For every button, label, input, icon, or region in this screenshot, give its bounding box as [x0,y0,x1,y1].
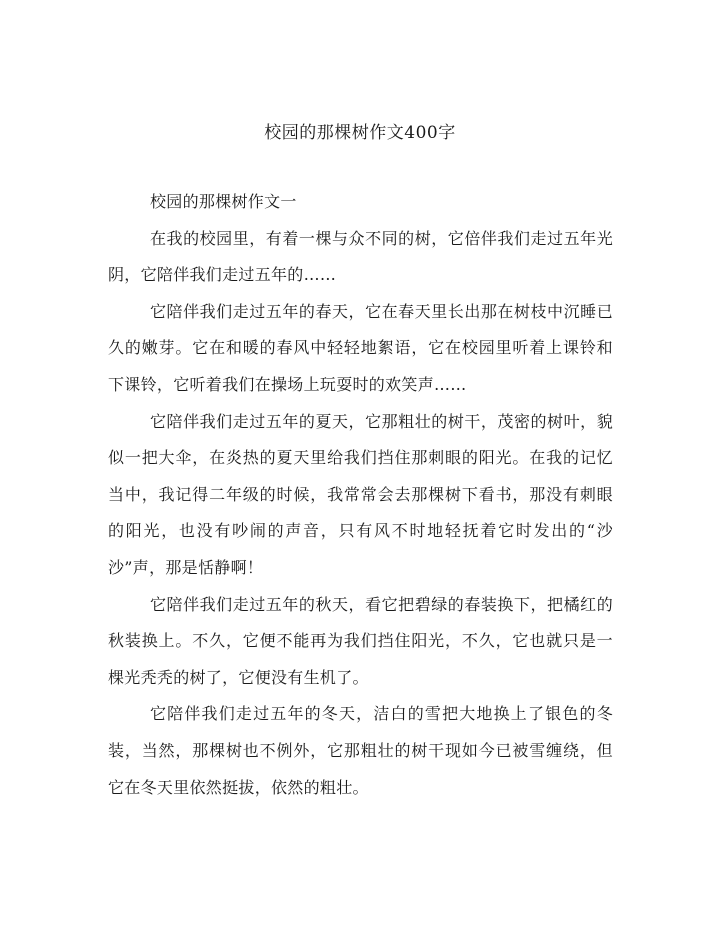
document-title: 校园的那棵树作文400字 [264,123,456,143]
paragraph-summer: 它陪伴我们走过五年的夏天，它那粗壮的树干，茂密的树叶，貌似一把大伞，在炎热的夏天里给我们挡住那刺眼的阳光。在我的记忆当中，我记得二年级的时候，我常常会去那棵树下看书，那没有刺眼的阳光，也没有吵闹的声音，只有风不时地轻抚着它时发出的“沙沙”声，那是恬静啊！ [108,411,613,577]
document-body [108,184,613,806]
section-heading: 校园的那棵树作文一 [150,192,297,211]
paragraph-spring: 它陪伴我们走过五年的春天，它在春天里长出那在树枝中沉睡已久的嫩芽。它在和暖的春风中轻轻地絮语，它在校园里听着上课铃和下课铃，它听着我们在操场上玩耍时的欢笑声…… [108,301,613,394]
paragraph-intro: 在我的校园里，有着一棵与众不同的树，它倍伴我们走过五年光阴，它陪伴我们走过五年的…… [108,228,613,285]
paragraph-winter: 它陪伴我们走过五年的冬天，洁白的雪把大地换上了银色的冬装，当然，那棵树也不例外，它那粗壮的树干现如今已被雪缠绕，但它在冬天里依然挺拔，依然的粗壮。 [108,704,613,797]
paragraph-autumn: 它陪伴我们走过五年的秋天，看它把碧绿的春装换下，把橘红的秋装换上。不久，它便不能再为我们挡住阳光，不久，它也就只是一棵光秃秃的树了，它便没有生机了。 [108,594,613,687]
